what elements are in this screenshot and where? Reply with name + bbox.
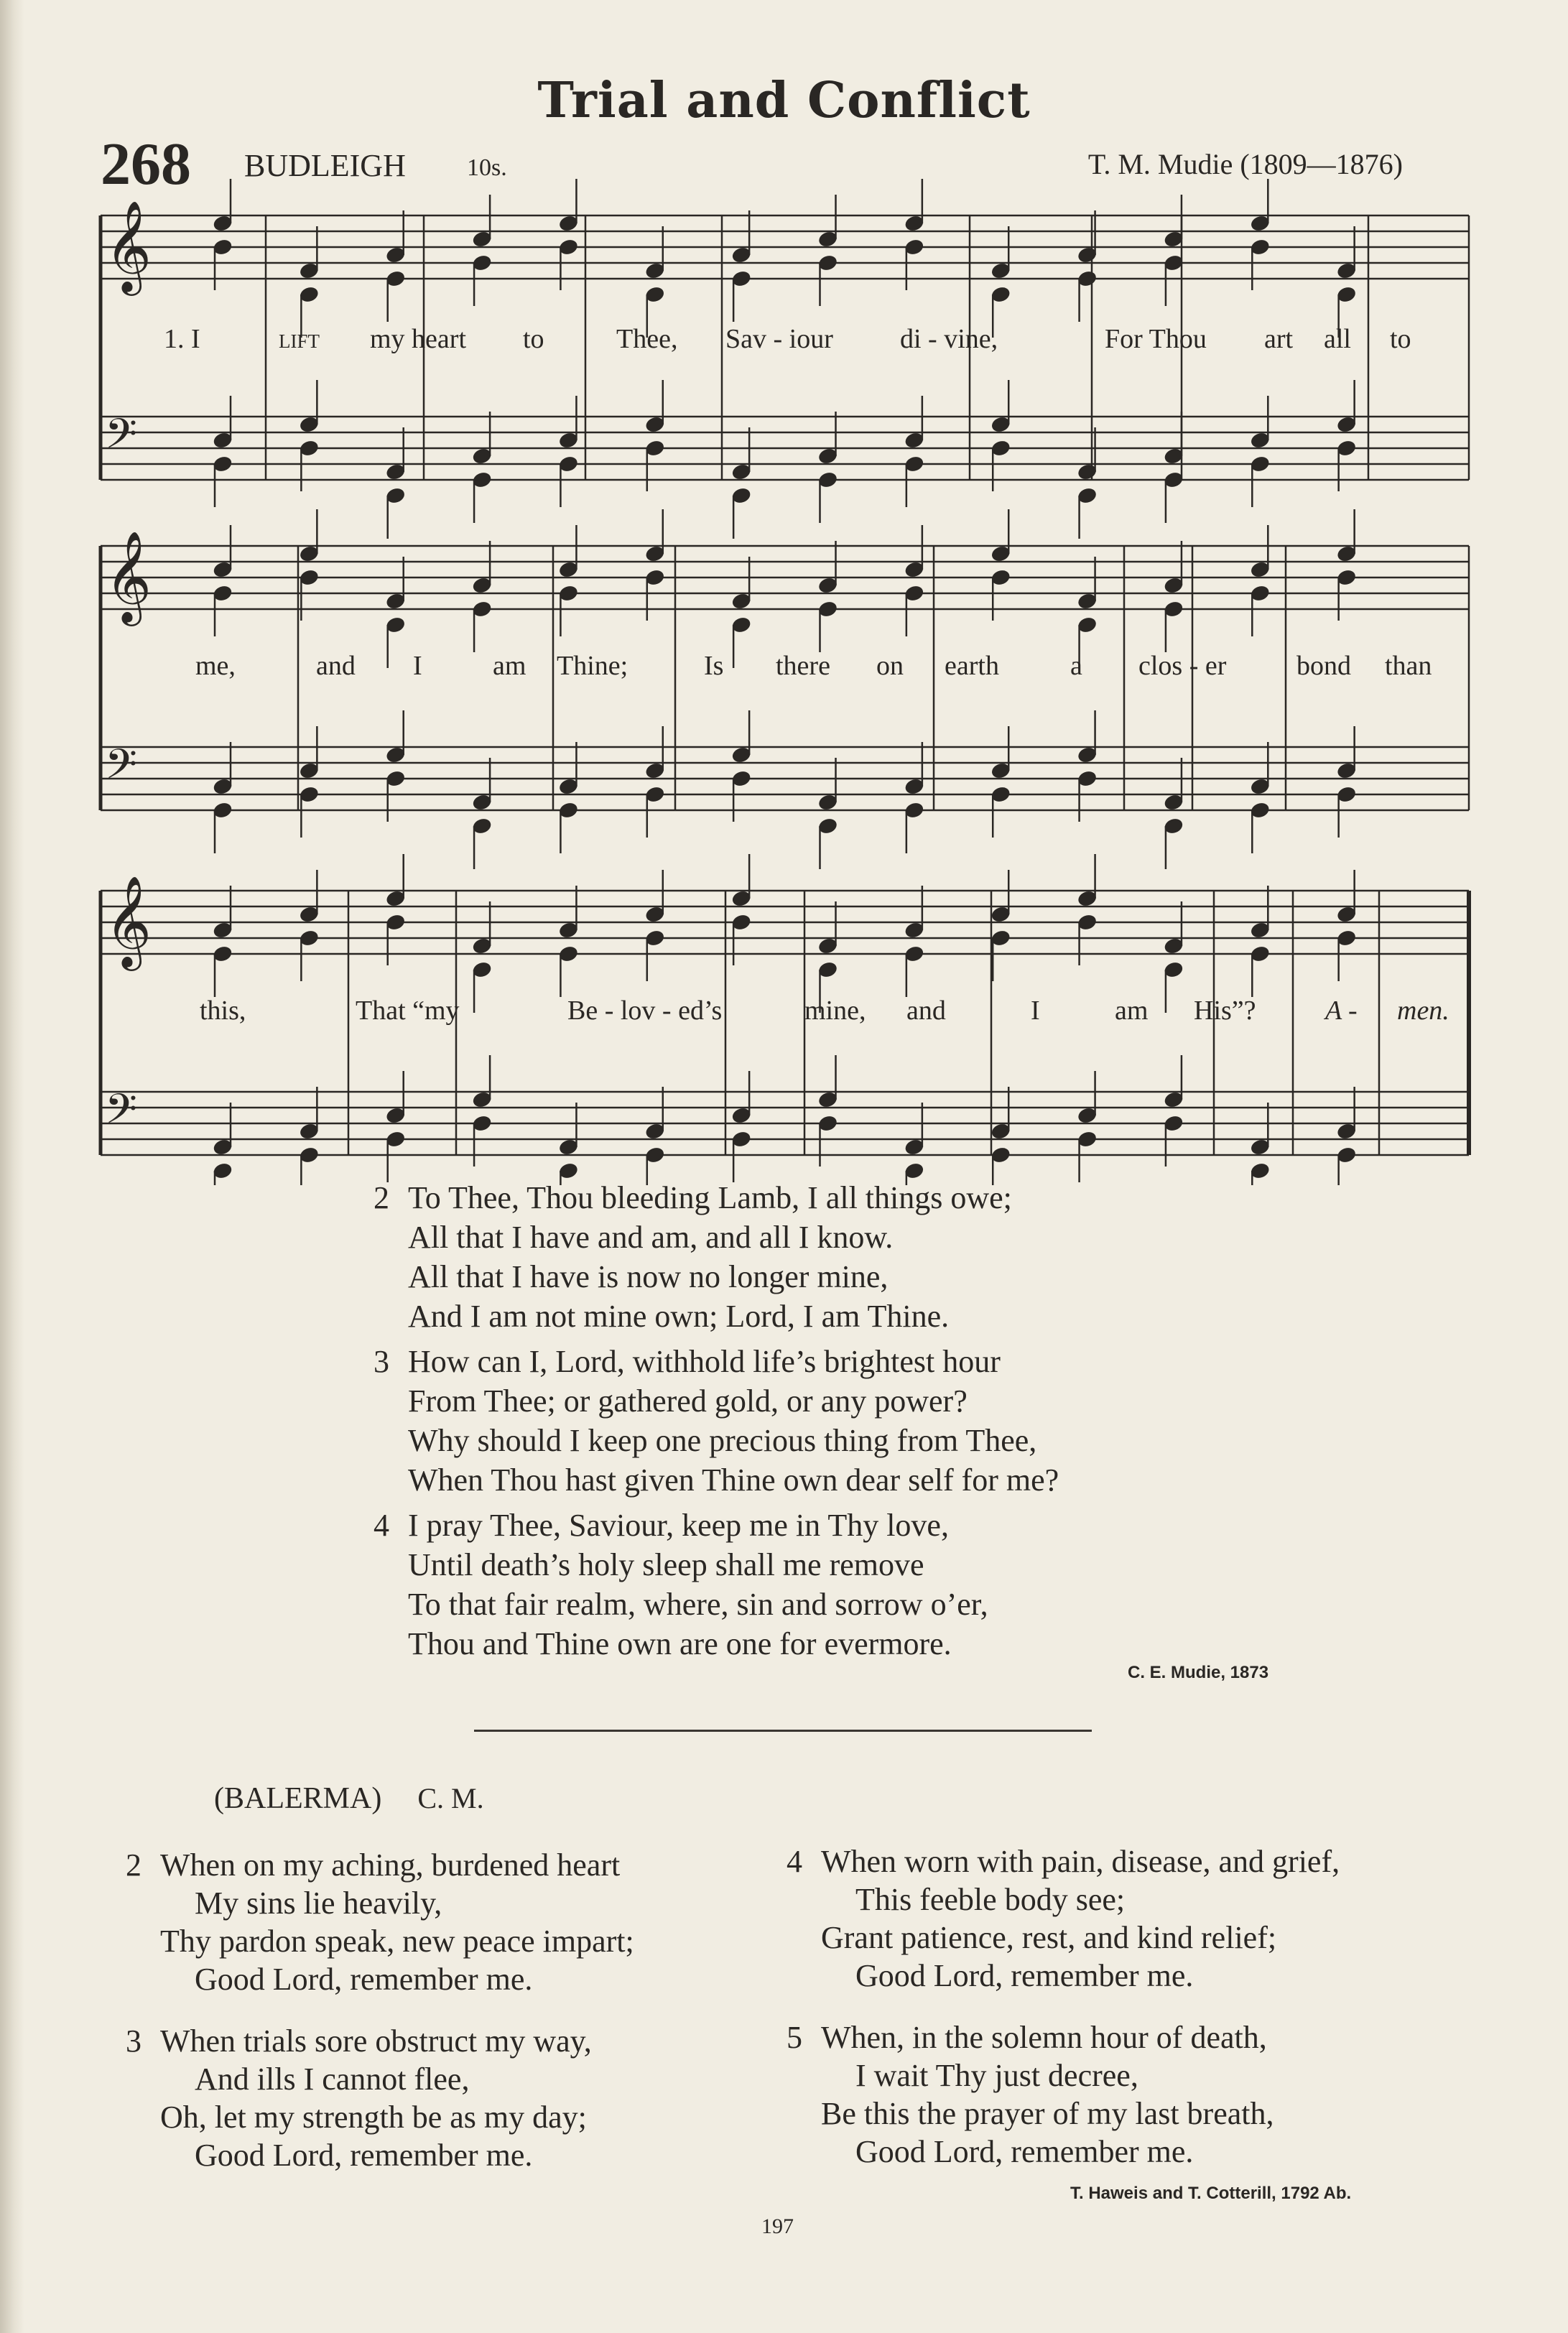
- treble-clef: 𝄞: [105, 530, 152, 622]
- lyric-syllable: am: [1115, 996, 1149, 1026]
- verse-attribution: C. E. Mudie, 1873: [1128, 1663, 1269, 1682]
- treble-clef: 𝄞: [105, 200, 152, 292]
- bass-clef: 𝄢: [105, 409, 138, 468]
- section-divider: [474, 1730, 1092, 1732]
- verse-number: 4: [374, 1508, 389, 1543]
- alternate-meter: C. M.: [417, 1782, 484, 1814]
- verse-line: All that I have is now no longer mine,: [408, 1259, 889, 1294]
- lyric-syllable: all: [1324, 324, 1351, 354]
- verse-line: When, in the solemn hour of death,: [821, 2020, 1267, 2055]
- lyric-syllable: to: [1390, 324, 1411, 354]
- verse-line: To that fair realm, where, sin and sorrow o’er,: [408, 1587, 988, 1622]
- lyric-syllable: and: [316, 651, 356, 681]
- lyric-syllable: Thee,: [616, 324, 678, 354]
- alternate-attribution: T. Haweis and T. Cotterill, 1792 Ab.: [1070, 2184, 1352, 2203]
- alt-verse-5: [787, 2018, 1274, 2171]
- verse-number: 2: [126, 1847, 142, 1883]
- verse-line: Grant patience, rest, and kind relief;: [821, 1920, 1277, 1955]
- verse-line: I pray Thee, Saviour, keep me in Thy love,: [408, 1508, 949, 1543]
- bass-clef: 𝄢: [105, 740, 138, 799]
- verse-line: Thy pardon speak, new peace impart;: [160, 1924, 634, 1959]
- verse-line: All that I have and am, and all I know.: [408, 1220, 894, 1255]
- verse-number: 5: [787, 2020, 802, 2055]
- lyric-syllable: Sav - iour: [725, 324, 833, 354]
- lyric-syllable: mine,: [804, 996, 866, 1026]
- lyric-syllable: 1. I: [164, 324, 200, 354]
- verse-2: [374, 1178, 1059, 1336]
- verse-line: And ills I cannot flee,: [195, 2061, 470, 2097]
- lyric-syllable: on: [876, 651, 904, 681]
- verse-line: When trials sore obstruct my way,: [160, 2023, 592, 2059]
- alt-verse-4: [787, 1842, 1340, 1995]
- lyric-syllable: me,: [195, 651, 236, 681]
- verse-line: How can I, Lord, withhold life’s brightest hour: [408, 1344, 1001, 1379]
- verse-line: When Thou hast given Thine own dear self for me?: [408, 1462, 1059, 1498]
- treble-clef: 𝄞: [105, 875, 152, 967]
- verse-line: To Thee, Thou bleeding Lamb, I all things owe;: [408, 1180, 1012, 1215]
- lyric-syllable: this,: [200, 996, 246, 1026]
- lyric-syllable: art: [1264, 324, 1294, 354]
- verse-number: 3: [374, 1344, 389, 1379]
- lyric-syllable: A -: [1325, 996, 1358, 1026]
- verse-line: Good Lord, remember me.: [195, 2138, 533, 2173]
- verse-line: Be this the prayer of my last breath,: [821, 2096, 1274, 2131]
- verse-line: Good Lord, remember me.: [855, 1958, 1194, 1993]
- lyric-syllable: earth: [945, 651, 999, 681]
- verse-line: I wait Thy just decree,: [855, 2058, 1138, 2093]
- page-number: 197: [761, 2214, 794, 2238]
- lyric-syllable: For Thou: [1105, 324, 1207, 354]
- page-title: Trial and Conflict: [537, 72, 1031, 129]
- lyric-syllable: men.: [1397, 996, 1449, 1026]
- tune-name: BUDLEIGH: [244, 148, 406, 183]
- hymn-number: 268: [101, 131, 191, 198]
- meter: 10s.: [467, 154, 507, 181]
- verse-line: When on my aching, burdened heart: [160, 1847, 621, 1883]
- verse-4: [374, 1506, 1059, 1664]
- alternate-tune-heading: [214, 1781, 484, 1816]
- lyric-syllable: Be - lov - ed’s: [567, 996, 723, 1026]
- alt-verse-3: [126, 2022, 592, 2174]
- lyric-syllable: di - vine,: [900, 324, 998, 354]
- verse-line: This feeble body see;: [855, 1882, 1126, 1917]
- verse-number: 3: [126, 2023, 142, 2059]
- verse-number: 2: [374, 1180, 389, 1215]
- lyric-syllable: a: [1070, 651, 1082, 681]
- lyric-syllable: there: [776, 651, 830, 681]
- lyric-syllable: am: [493, 651, 526, 681]
- alternate-tune-name: (BALERMA): [214, 1782, 382, 1815]
- composer-credit: T. M. Mudie (1809—1876): [1087, 148, 1403, 180]
- lyric-syllable: than: [1385, 651, 1432, 681]
- verse-line: Oh, let my strength be as my day;: [160, 2100, 587, 2135]
- verse-line: Thou and Thine own are one for evermore.: [408, 1626, 952, 1661]
- lyric-syllable: and: [906, 996, 946, 1026]
- lyric-syllable: I: [1031, 996, 1040, 1026]
- verse-line: Good Lord, remember me.: [195, 1962, 533, 1997]
- verse-line: And I am not mine own; Lord, I am Thine.: [408, 1299, 950, 1334]
- verse-3: [374, 1342, 1059, 1500]
- lyric-syllable: Thine;: [557, 651, 628, 681]
- verse-line: When worn with pain, disease, and grief,: [821, 1844, 1340, 1879]
- lyric-syllable: my heart: [370, 324, 467, 354]
- verse-line: Why should I keep one precious thing from Thee,: [408, 1423, 1037, 1458]
- verse-line: My sins lie heavily,: [195, 1886, 442, 1921]
- lyric-syllable: I: [413, 651, 422, 681]
- lyric-syllable: lift: [279, 324, 320, 354]
- verse-line: From Thee; or gathered gold, or any power?: [408, 1383, 968, 1419]
- lyric-syllable: Is: [704, 651, 724, 681]
- bass-clef: 𝄢: [105, 1085, 138, 1144]
- hymn-verses: [374, 1178, 1059, 1664]
- alt-verse-2: [126, 1846, 634, 1998]
- lyric-syllable: His”?: [1194, 996, 1256, 1026]
- lyric-syllable: bond: [1296, 651, 1351, 681]
- lyric-syllable: to: [523, 324, 544, 354]
- lyric-syllable: clos - er: [1138, 651, 1227, 681]
- verse-number: 4: [787, 1844, 802, 1879]
- verse-line: Good Lord, remember me.: [855, 2134, 1194, 2169]
- verse-line: Until death’s holy sleep shall me remove: [408, 1547, 924, 1582]
- lyric-syllable: That “my: [356, 996, 460, 1026]
